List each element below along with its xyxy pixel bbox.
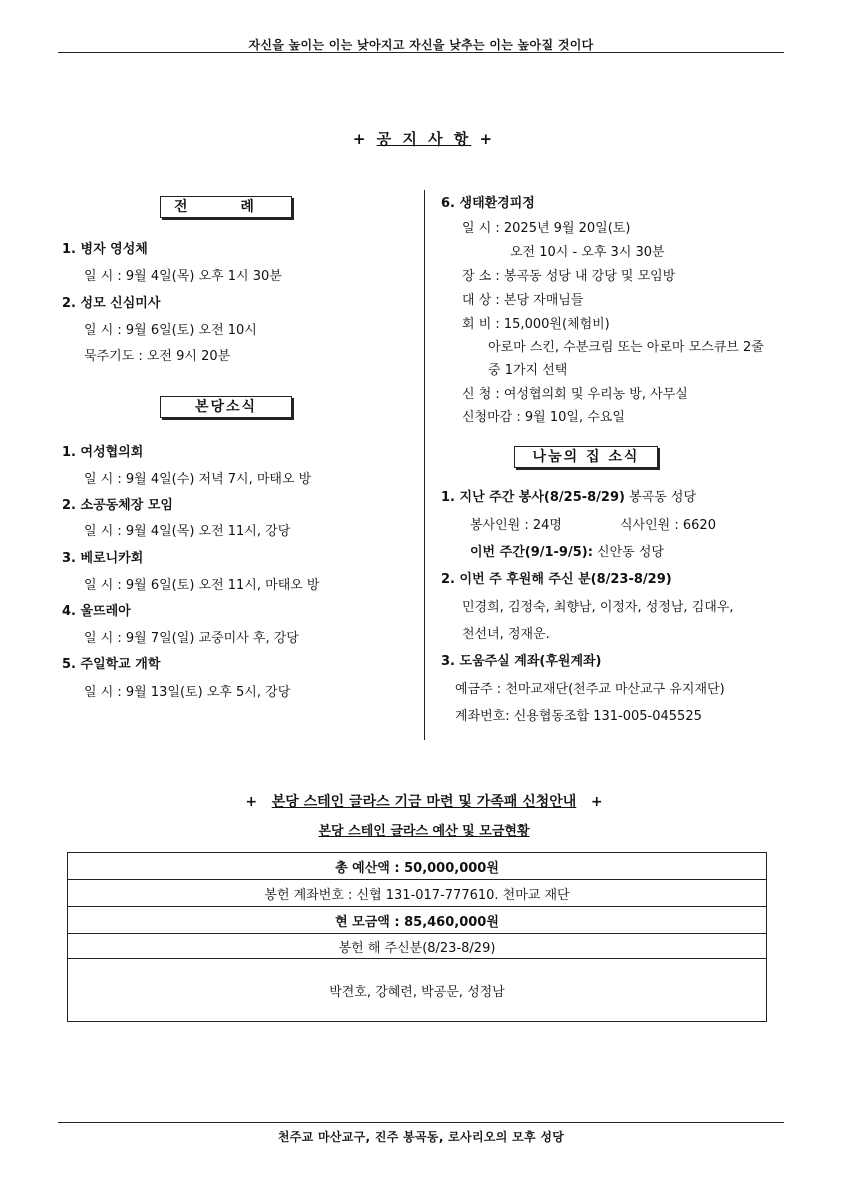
eco-option-1: 아로마 스킨, 수분크림 또는 아로마 모스큐브 2줄 — [488, 340, 764, 355]
liturgy-title: 전 례 — [174, 199, 278, 215]
header-motto: 자신을 높이는 이는 낮아지고 자신을 낮추는 이는 높아질 것이다 — [248, 38, 594, 52]
eco-fee: 회 비 : 15,000원(체험비) — [462, 317, 610, 332]
liturgy-title-box — [160, 196, 292, 218]
fund-donors: 박견호, 강혜련, 박공문, 성정남 — [68, 959, 767, 1022]
fund-row-total — [68, 853, 767, 880]
liturgy-item-2-line-2: 묵주기도 : 오전 9시 20분 — [84, 349, 231, 364]
parish-item-3-line-1: 일 시 : 9월 6일(토) 오전 11시, 마태오 방 — [84, 578, 320, 593]
sharing-this-week-place: 신안동 성당 — [592, 545, 664, 560]
stained-glass-subtitle: 본당 스테인 글라스 예산 및 모금현황 — [318, 824, 530, 839]
fund-donors-header: 봉헌 해 주신분(8/23-8/29) — [68, 934, 767, 959]
sharing-item-3-heading: 3. 도움주실 계좌(후원계좌) — [441, 654, 602, 669]
parish-item-5-line-1: 일 시 : 9월 13일(토) 오후 5시, 강당 — [84, 685, 291, 700]
sharing-account-holder: 예금주 : 천마교재단(천주교 마산교구 유지재단) — [455, 682, 725, 697]
sharing-item-1 — [441, 486, 696, 505]
sharing-title-box — [514, 446, 658, 468]
parish-item-5-heading: 5. 주일학교 개학 — [62, 657, 161, 672]
eco-deadline: 신청마감 : 9월 10일, 수요일 — [462, 410, 625, 425]
fund-total-budget: 총 예산액 : 50,000,000원 — [68, 853, 767, 880]
stained-glass-title-text: 본당 스테인 글라스 기금 마련 및 가족패 신청안내 — [271, 794, 577, 810]
sharing-account-number: 계좌번호: 신용협동조합 131-005-045525 — [455, 709, 702, 724]
sharing-volunteers: 봉사인원 : 24명 — [470, 518, 562, 533]
liturgy-item-2-line-1: 일 시 : 9월 6일(토) 오전 10시 — [84, 323, 257, 338]
notice-plus-left: + — [352, 130, 369, 148]
fund-row-current — [68, 907, 767, 934]
stained-glass-plus-left: + — [245, 794, 258, 810]
parish-item-1-line-1: 일 시 : 9월 4일(수) 저녁 7시, 마태오 방 — [84, 472, 312, 487]
parish-item-2-line-1: 일 시 : 9월 4일(목) 오전 11시, 강당 — [84, 524, 291, 539]
parish-news-title: 본당소식 — [194, 399, 258, 415]
liturgy-item-1-heading: 1. 병자 영성체 — [62, 242, 148, 257]
sharing-item-1-place: 봉곡동 성당 — [624, 490, 697, 505]
notice-title-text: 공 지 사 항 — [376, 130, 472, 148]
eco-option-2: 중 1가지 선택 — [488, 363, 568, 378]
sharing-meals: 식사인원 : 6620 — [620, 518, 716, 533]
eco-place: 장 소 : 봉곡동 성당 내 강당 및 모임방 — [462, 269, 676, 284]
liturgy-item-1-line-1: 일 시 : 9월 4일(목) 오후 1시 30분 — [84, 269, 282, 284]
notice-plus-right: + — [479, 130, 496, 148]
fund-row-account — [68, 880, 767, 907]
parish-item-3-heading: 3. 베로니카회 — [62, 551, 144, 566]
column-divider — [424, 190, 425, 740]
sharing-donors-line-1: 민경희, 김정숙, 최향남, 이정자, 성정남, 김대우, — [462, 600, 734, 615]
stained-glass-title — [0, 791, 848, 811]
header-divider — [58, 52, 784, 53]
fund-table — [67, 852, 767, 1022]
sharing-donors-line-2: 천선녀, 정재운. — [462, 627, 550, 642]
parish-item-1-heading: 1. 여성협의회 — [62, 445, 144, 460]
parish-item-4-heading: 4. 울뜨레아 — [62, 604, 131, 619]
sharing-title: 나눔의 집 소식 — [532, 449, 640, 465]
fund-row-donors-header — [68, 934, 767, 959]
footer-text: 천주교 마산교구, 진주 봉곡동, 로사리오의 모후 성당 — [277, 1130, 565, 1144]
parish-item-4-line-1: 일 시 : 9월 7일(일) 교중미사 후, 강당 — [84, 631, 299, 646]
eco-target: 대 상 : 본당 자매님들 — [462, 293, 584, 308]
sharing-item-1-heading: 1. 지난 주간 봉사(8/25-8/29) — [441, 490, 625, 505]
eco-apply: 신 청 : 여성협의회 및 우리농 방, 사무실 — [462, 387, 688, 402]
notice-title — [324, 128, 524, 149]
fund-account: 봉헌 계좌번호 : 신협 131-017-777610. 천마교 재단 — [68, 880, 767, 907]
footer-divider — [58, 1122, 784, 1123]
liturgy-item-2-heading: 2. 성모 신심미사 — [62, 296, 161, 311]
sharing-this-week-label: 이번 주간(9/1-9/5): — [470, 545, 593, 560]
eco-time: 오전 10시 - 오후 3시 30분 — [510, 245, 665, 260]
sharing-item-2-heading: 2. 이번 주 후원해 주신 분(8/23-8/29) — [441, 572, 672, 587]
parish-item-2-heading: 2. 소공동체장 모임 — [62, 498, 173, 513]
eco-date: 일 시 : 2025년 9월 20일(토) — [462, 221, 631, 236]
eco-heading: 6. 생태환경피정 — [441, 196, 535, 211]
stained-glass-plus-right: + — [590, 794, 603, 810]
parish-news-title-box — [160, 396, 292, 418]
sharing-this-week — [470, 541, 664, 560]
fund-current-amount: 현 모금액 : 85,460,000원 — [68, 907, 767, 934]
fund-row-donors — [68, 959, 767, 1022]
